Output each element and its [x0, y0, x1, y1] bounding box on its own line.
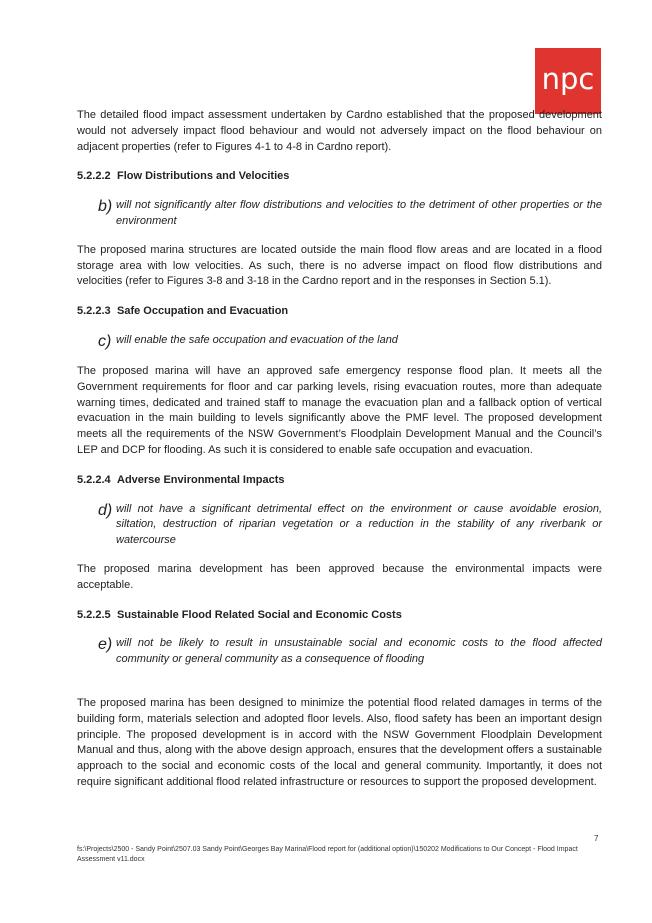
section-body: The proposed marina has been designed to minimize the potential flood related damages in terms of the building form, materials selection and adopted floor levels. Also, flood safety has been an important design principle. The proposed development is in accord with the NSW Government Floodplain Development Manual and thus, along with the above design approach, ensures that the development offers a sustainable approach to the social and economic costs of the local and general community. Importantly, it does not require significant additional flood related infrastructure or resources to support the proposed development. — [77, 696, 602, 788]
criterion — [98, 333, 602, 351]
document-body — [77, 108, 602, 791]
section-heading — [77, 608, 602, 624]
section-title: Sustainable Flood Related Social and Economic Costs — [117, 608, 402, 621]
section-title: Safe Occupation and Evacuation — [117, 305, 289, 318]
npc-logo — [535, 48, 601, 114]
criterion-text: will not significantly alter flow distributions and velocities to the detriment of other properties or the environment — [116, 199, 602, 227]
section-body: The proposed marina development has been approved because the environmental impacts were acceptable. — [77, 562, 602, 591]
criterion-label: c) — [98, 332, 112, 350]
criterion-label: e) — [98, 636, 113, 654]
section-number: 5.2.2.4 — [77, 473, 111, 486]
section-title: Adverse Environmental Impacts — [117, 473, 285, 486]
criterion — [98, 502, 602, 549]
section-heading — [77, 169, 602, 185]
criterion-text: will not have a significant detrimental effect on the environment or cause avoidable erosion, siltation, destruction of riparian vegetation or a reduction in the stability of any riverbank or watercourse — [116, 502, 602, 547]
section-heading — [77, 473, 602, 489]
section-body: The proposed marina structures are located outside the main flood flow areas and are located in a flood storage area with low velocities. As such, there is no adverse impact on flood flow distributions and velocities (refer to Figures 3-8 and 3-18 in the Cardno report and in the responses in Section 5.1). — [77, 243, 602, 288]
section-number: 5.2.2.5 — [77, 608, 111, 621]
logo-text: npc — [541, 62, 595, 96]
footer-file-path: fs:\Projects\2500 - Sandy Point\2507.03 Sandy Point\Georges Bay Marina\Flood report for (additional option)\150202 Modifications to Our Concept - Flood Impact Assessment v11.docx — [77, 846, 578, 863]
section-heading — [77, 304, 602, 320]
section-number: 5.2.2.3 — [77, 305, 111, 318]
section-body: The proposed marina will have an approved safe emergency response flood plan. It meets all the Government requirements for floor and car parking levels, rising evacuation routes, more than adequate warning times, dedicated and trained staff to manage the evacuation plan and a fallback option of vertical evacuation in the main building to levels significantly above the PMF level. The proposed development meets all the requirements of the NSW Government’s Floodplain Development Manual and the Council’s LEP and DCP for flooding. As such it is considered to enable safe occupation and evacuation. — [77, 364, 602, 456]
criterion-label: b) — [98, 198, 113, 216]
criterion — [98, 636, 602, 668]
intro-paragraph: The detailed flood impact assessment undertaken by Cardno established that the proposed development would not adversely impact flood behaviour and would not adversely impact on the flood behaviour on adjacent properties (refer to Figures 4-1 to 4-8 in Cardno report). — [77, 109, 602, 153]
criterion-text: will enable the safe occupation and evacuation of the land — [116, 333, 398, 346]
criterion-label: d) — [98, 501, 113, 519]
section-title: Flow Distributions and Velocities — [117, 170, 290, 183]
section-number: 5.2.2.2 — [77, 170, 111, 183]
criterion — [98, 198, 602, 230]
page-number: 7 — [594, 834, 599, 843]
criterion-text: will not be likely to result in unsustainable social and economic costs to the flood affected community or general community as a consequence of flooding — [116, 637, 602, 666]
